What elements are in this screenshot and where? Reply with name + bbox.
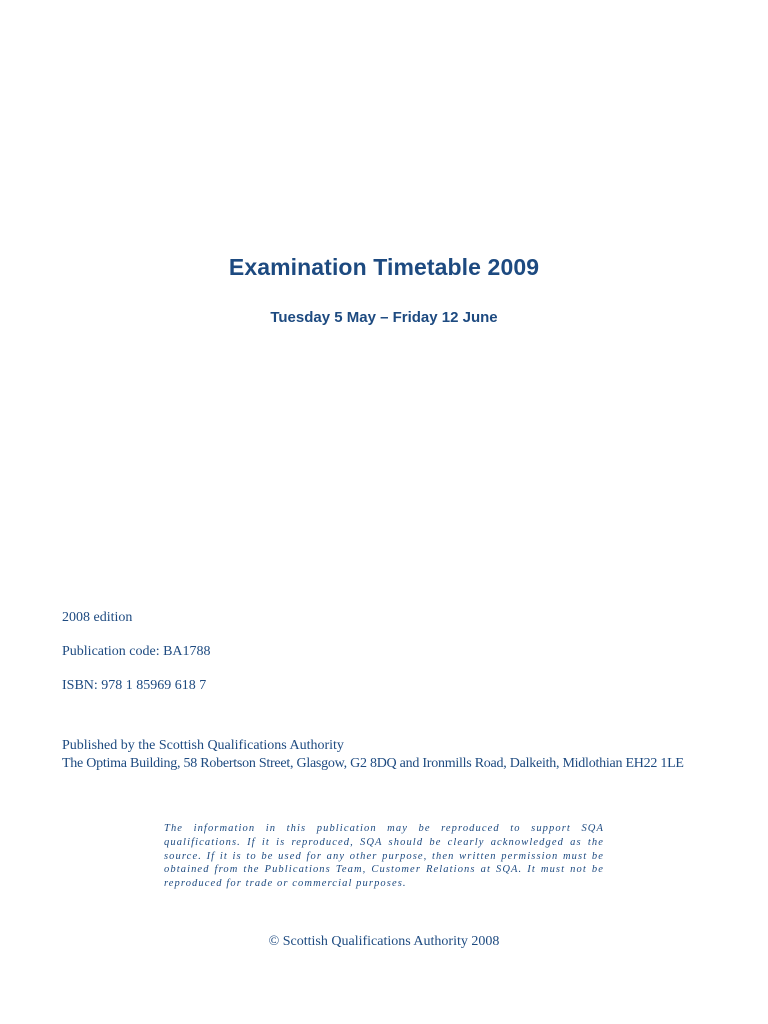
publication-code: Publication code: BA1788 (62, 644, 211, 659)
reproduction-notice: The information in this publication may be reproduced to support SQA qualifications. If it is reproduced, SQA should be clearly acknowledged as the source. If it is to be used for any other purpose, then written permission must be obtained from the Publications Team, Customer Relations at SQA. It must not be reproduced for trade or commercial purposes. (164, 823, 604, 890)
page-title: Examination Timetable 2009 (228, 254, 540, 280)
publisher-line: Published by the Scottish Qualifications Authority (62, 738, 344, 753)
edition-text: 2008 edition (62, 610, 133, 625)
date-range-subtitle: Tuesday 5 May – Friday 12 June (270, 309, 498, 326)
isbn-text: ISBN: 978 1 85969 618 7 (62, 678, 207, 693)
copyright-line: © Scottish Qualifications Authority 2008 (268, 934, 500, 949)
publisher-address: The Optima Building, 58 Robertson Street, Glasgow, G2 8DQ and Ironmills Road, Dalkeith, Midlothian EH22 1LE (62, 756, 684, 771)
